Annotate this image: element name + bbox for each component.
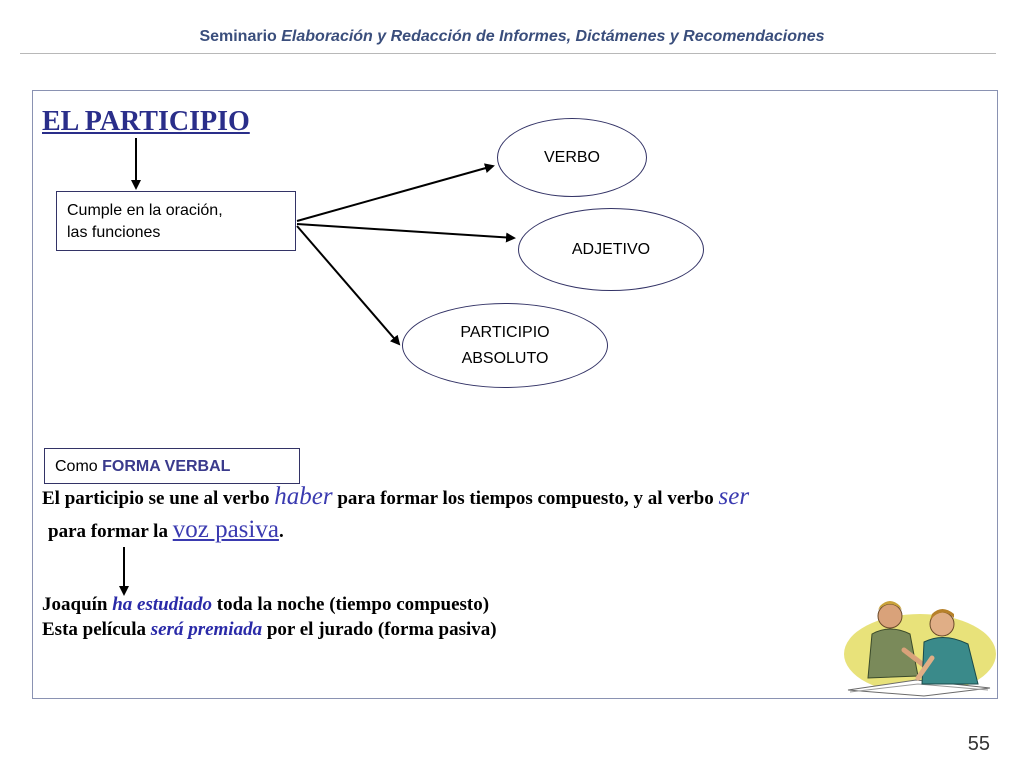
ellipse-participio-absoluto (402, 303, 608, 388)
functions-line-2: las funciones (67, 224, 161, 241)
forma-prefix: Como (55, 458, 98, 475)
sentence-part-3: para formar la (48, 521, 173, 542)
example-2-post: por el jurado (forma pasiva) (262, 619, 497, 640)
functions-line-1: Cumple en la oración, (67, 202, 223, 219)
header-prefix: Seminario (199, 28, 277, 45)
sentence-line-2 (48, 516, 284, 544)
adjetivo-label: ADJETIVO (571, 240, 651, 258)
word-voz-pasiva: voz pasiva (172, 516, 279, 543)
example-1-verb: ha estudiado (112, 594, 213, 615)
students-studying-clipart (838, 594, 998, 698)
header-series: Elaboración y Redacción de Informes, Dictámenes y Recomendaciones (281, 28, 825, 45)
sentence-line-1 (42, 483, 749, 511)
sentence-part-2: para formar los tiempos compuesto, y al verbo (332, 488, 719, 509)
arrow-to-adjetivo (297, 224, 514, 238)
ellipse-verbo (497, 118, 647, 197)
sentence-period: . (278, 521, 284, 542)
page-number: 55 (967, 733, 990, 755)
arrow-to-participio (297, 226, 399, 344)
functions-box (56, 191, 296, 251)
arrow-to-verbo (297, 166, 493, 221)
example-passive-voice (42, 619, 497, 641)
forma-verbal-box (44, 448, 300, 484)
participio-label-line-2: ABSOLUTO (461, 349, 549, 367)
forma-accent: FORMA VERBAL (102, 458, 231, 475)
participio-label-line-1: PARTICIPIO (460, 323, 550, 341)
example-1-post: toda la noche (tiempo compuesto) (212, 594, 490, 615)
ellipse-adjetivo (518, 208, 704, 291)
word-haber: haber (274, 483, 333, 510)
example-2-verb: será premiada (150, 619, 263, 640)
sentence-part-1: El participio se une al verbo (42, 488, 275, 509)
example-2-pre: Esta película (42, 619, 151, 640)
slide-title: EL PARTICIPIO (42, 106, 250, 137)
word-ser: ser (718, 483, 750, 510)
example-1-pre: Joaquín (42, 594, 113, 615)
example-compound-tense (42, 594, 489, 616)
verbo-label: VERBO (543, 148, 600, 166)
